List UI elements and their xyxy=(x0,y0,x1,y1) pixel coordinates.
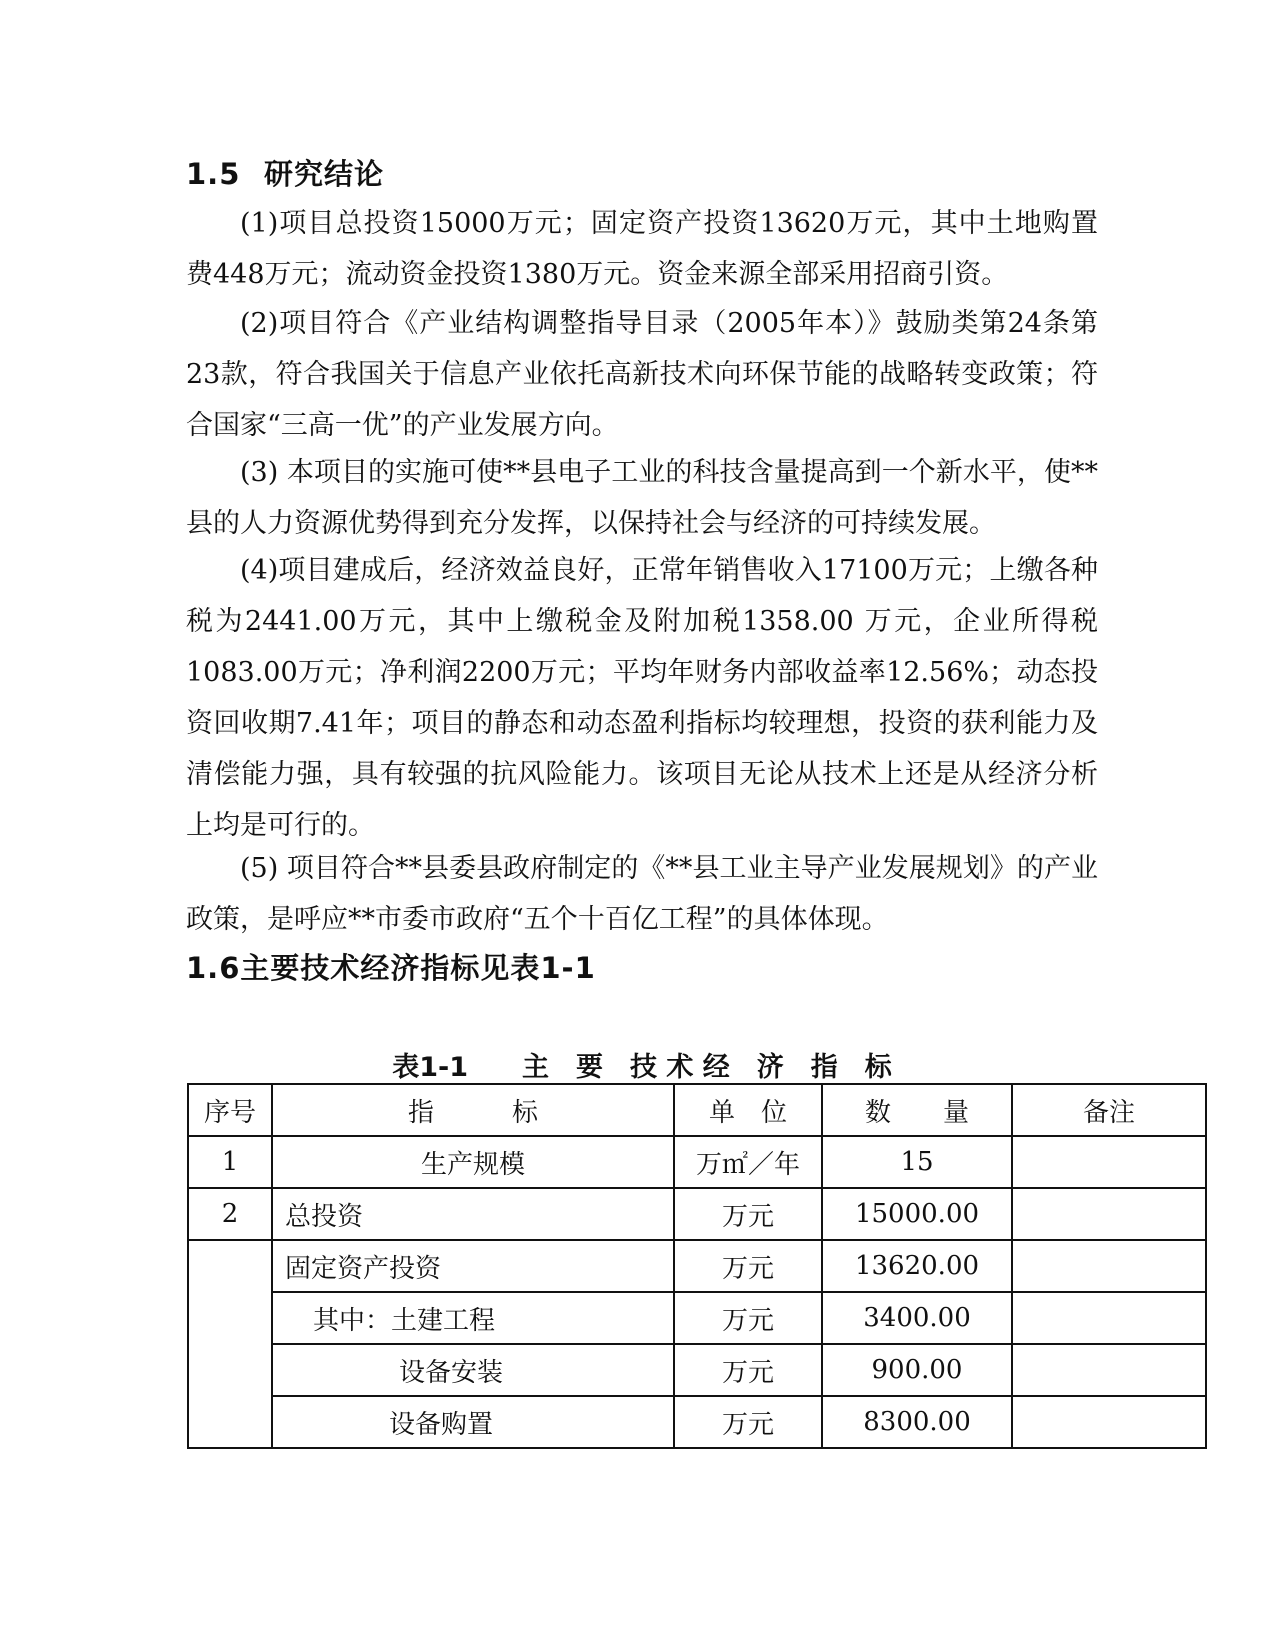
cell-seq-merged xyxy=(188,1240,272,1448)
header-unit: 单 位 xyxy=(674,1084,822,1136)
cell-indicator: 其中：土建工程 xyxy=(272,1292,674,1344)
cell-note xyxy=(1012,1396,1206,1448)
table-caption: 表1-1 主 要 技 术 经 济 指 标 xyxy=(392,1052,892,1083)
paragraph-2: (2)项目符合《产业结构调整指导目录（2005年本）》鼓励类第24条第23款，符合我国关于信息产业依托高新技术向环保节能的战略转变政策；符合国家“三高一优”的产业发展方向。 xyxy=(186,308,1098,441)
cell-unit: 万元 xyxy=(674,1292,822,1344)
header-seq: 序号 xyxy=(188,1084,272,1136)
cell-indicator: 设备安装 xyxy=(272,1344,674,1396)
cell-unit: 万㎡／年 xyxy=(674,1136,822,1188)
cell-quantity: 13620.00 xyxy=(822,1240,1012,1292)
cell-unit: 万元 xyxy=(674,1344,822,1396)
table-row xyxy=(188,1344,1206,1396)
cell-indicator: 总投资 xyxy=(272,1188,674,1240)
table-row xyxy=(188,1292,1206,1344)
table-row xyxy=(188,1396,1206,1448)
section-heading-1-6: 1.6主要技术经济指标见表1-1 xyxy=(186,951,596,985)
table-row xyxy=(188,1136,1206,1188)
paragraph-4: (4)项目建成后，经济效益良好，正常年销售收入17100万元；上缴各种税为2441.00万元，其中上缴税金及附加税1358.00 万元，企业所得税1083.00万元；净利润2200万元；平均年财务内部收益率12.56%；动态投资回收期7.41年；项目的静态和动态盈利指标均较理想，投资的获利能力及清偿能力强，具有较强的抗风险能力。该项目无论从技术上还是从经济分析上均是可行的。 xyxy=(186,555,1098,841)
header-note: 备注 xyxy=(1012,1084,1206,1136)
table-row xyxy=(188,1240,1206,1292)
cell-indicator: 生产规模 xyxy=(272,1136,674,1188)
cell-unit: 万元 xyxy=(674,1188,822,1240)
cell-unit: 万元 xyxy=(674,1396,822,1448)
cell-indicator: 固定资产投资 xyxy=(272,1240,674,1292)
header-quantity: 数 量 xyxy=(822,1084,1012,1136)
metrics-table xyxy=(187,1083,1207,1449)
cell-note xyxy=(1012,1344,1206,1396)
cell-quantity: 900.00 xyxy=(822,1344,1012,1396)
cell-note xyxy=(1012,1240,1206,1292)
table-row xyxy=(188,1188,1206,1240)
cell-quantity: 8300.00 xyxy=(822,1396,1012,1448)
paragraph-1: (1)项目总投资15000万元；固定资产投资13620万元，其中土地购置费448万元；流动资金投资1380万元。资金来源全部采用招商引资。 xyxy=(186,208,1098,290)
cell-seq: 2 xyxy=(188,1188,272,1240)
cell-unit: 万元 xyxy=(674,1240,822,1292)
paragraph-3: (3) 本项目的实施可使**县电子工业的科技含量提高到一个新水平，使**县的人力资源优势得到充分发挥，以保持社会与经济的可持续发展。 xyxy=(186,457,1098,539)
cell-note xyxy=(1012,1292,1206,1344)
table-header-row xyxy=(188,1084,1206,1136)
section-heading-1-5 xyxy=(186,152,384,193)
cell-seq: 1 xyxy=(188,1136,272,1188)
cell-note xyxy=(1012,1136,1206,1188)
cell-quantity: 15000.00 xyxy=(822,1188,1012,1240)
cell-quantity: 3400.00 xyxy=(822,1292,1012,1344)
paragraph-5: (5) 项目符合**县委县政府制定的《**县工业主导产业发展规划》的产业政策，是呼应**市委市政府“五个十百亿工程”的具体体现。 xyxy=(186,853,1098,935)
cell-indicator: 设备购置 xyxy=(272,1396,674,1448)
cell-note xyxy=(1012,1188,1206,1240)
header-indicator: 指 标 xyxy=(272,1084,674,1136)
section-number: 1.5 xyxy=(186,157,241,191)
cell-quantity: 15 xyxy=(822,1136,1012,1188)
section-title: 研究结论 xyxy=(264,157,385,191)
